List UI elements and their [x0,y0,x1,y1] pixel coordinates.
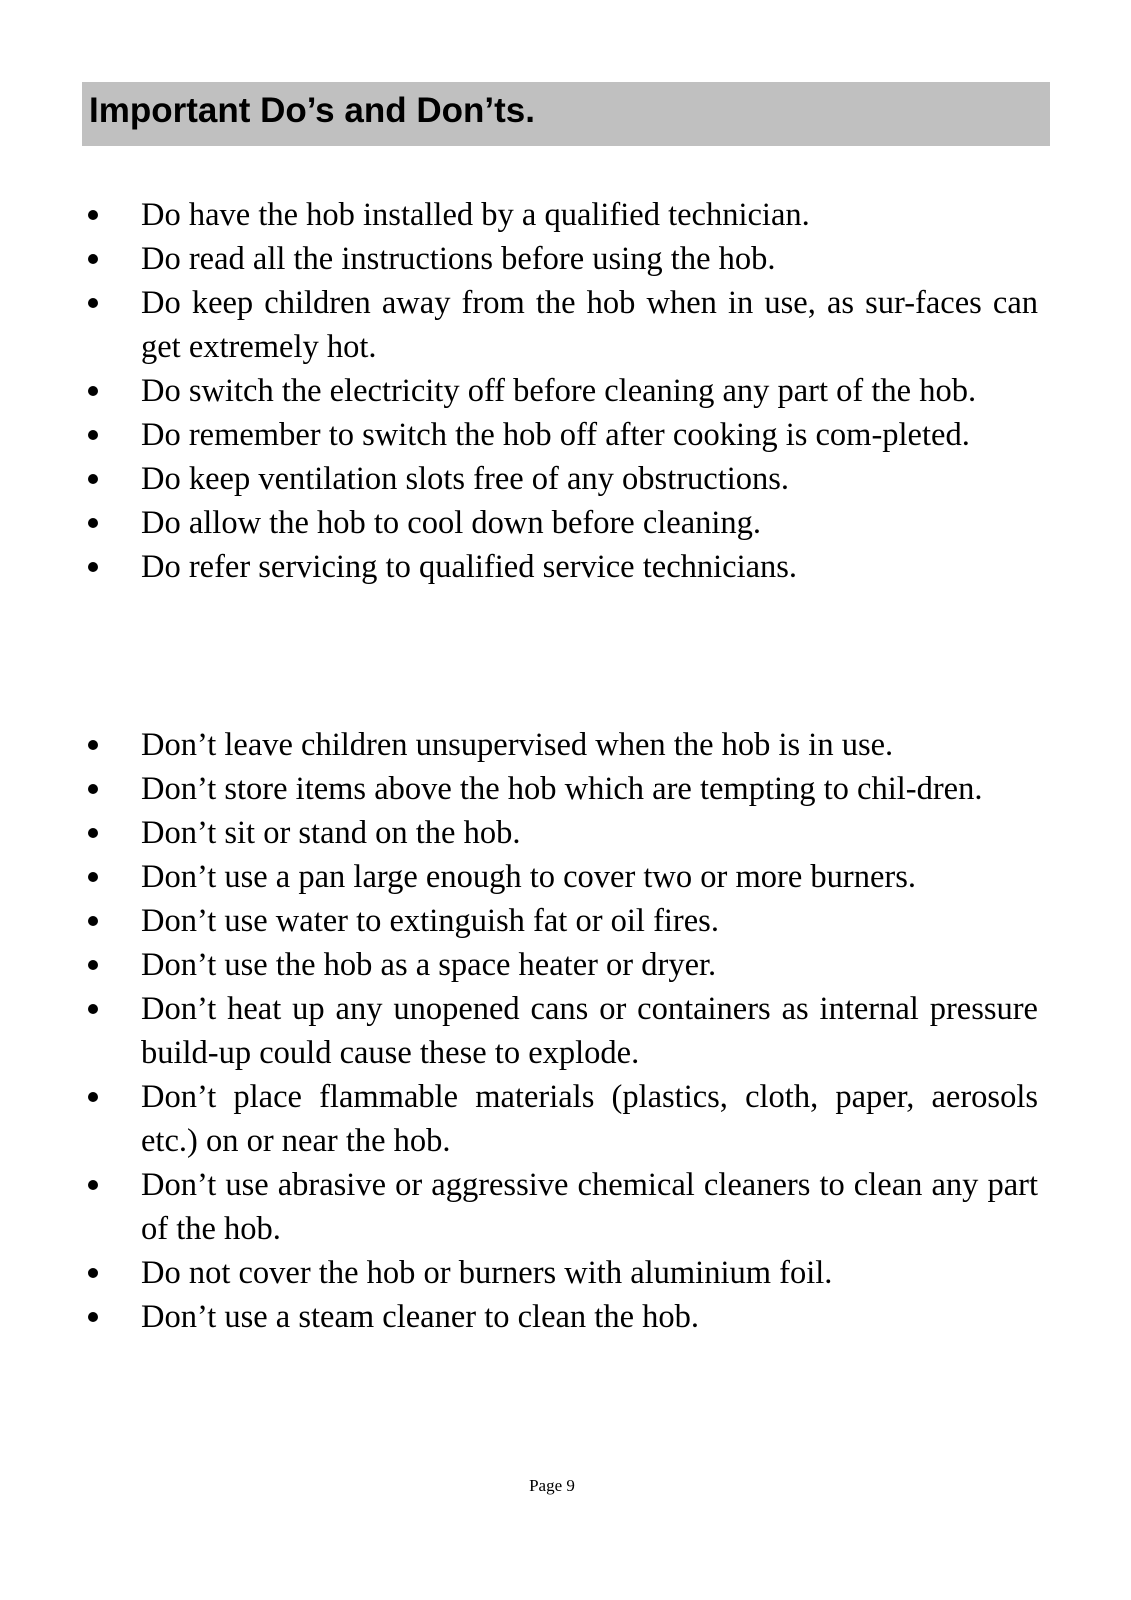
dos-list-item: Do switch the electricity off before cleaning any part of the hob. [0,369,1038,413]
section-heading-bar [82,82,1050,146]
bullet-icon [88,811,108,855]
bullet-icon [88,1075,108,1119]
bullet-icon [88,501,108,545]
bullet-icon [88,1295,108,1339]
donts-list-item: Don’t leave children unsupervised when the hob is in use. [0,723,1038,767]
bullet-icon [88,723,108,767]
bullet-icon [88,413,108,457]
page-number: Page 9 [529,1476,575,1495]
bullet-icon [88,767,108,811]
donts-list [0,723,1131,1339]
dos-list [0,193,1131,589]
donts-list-item: Don’t use water to extinguish fat or oil fires. [0,899,1038,943]
dos-list-item: Do allow the hob to cool down before cleaning. [0,501,1038,545]
bullet-icon [88,899,108,943]
bullet-icon [88,369,108,413]
donts-list-item: Don’t sit or stand on the hob. [0,811,1038,855]
section-heading: Important Do’s and Don’ts. [89,91,535,130]
donts-list-item: Don’t heat up any unopened cans or containers as internal pressure build-up could cause these to explode. [0,987,1038,1075]
dos-list-item: Do keep children away from the hob when in use, as sur-faces can get extremely hot. [0,281,1038,369]
bullet-icon [88,193,108,237]
dos-list-item: Do keep ventilation slots free of any obstructions. [0,457,1038,501]
bullet-icon [88,987,108,1031]
dos-list-item: Do remember to switch the hob off after cooking is com-pleted. [0,413,1038,457]
bullet-icon [88,1251,108,1295]
donts-list-item: Don’t use a steam cleaner to clean the hob. [0,1295,1038,1339]
dos-list-item: Do have the hob installed by a qualified technician. [0,193,1038,237]
bullet-icon [88,943,108,987]
dos-list-item: Do read all the instructions before using the hob. [0,237,1038,281]
bullet-icon [88,281,108,325]
dos-list-item: Do refer servicing to qualified service technicians. [0,545,1038,589]
bullet-icon [88,545,108,589]
donts-list-item: Don’t use abrasive or aggressive chemical cleaners to clean any part of the hob. [0,1163,1038,1251]
bullet-icon [88,855,108,899]
bullet-icon [88,1163,108,1207]
donts-list-item: Don’t store items above the hob which are tempting to chil-dren. [0,767,1038,811]
donts-list-item: Don’t use a pan large enough to cover two or more burners. [0,855,1038,899]
donts-list-item: Do not cover the hob or burners with aluminium foil. [0,1251,1038,1295]
donts-list-item: Don’t place flammable materials (plastics, cloth, paper, aerosols etc.) on or near the hob. [0,1075,1038,1163]
bullet-icon [88,457,108,501]
bullet-icon [88,237,108,281]
donts-list-item: Don’t use the hob as a space heater or dryer. [0,943,1038,987]
